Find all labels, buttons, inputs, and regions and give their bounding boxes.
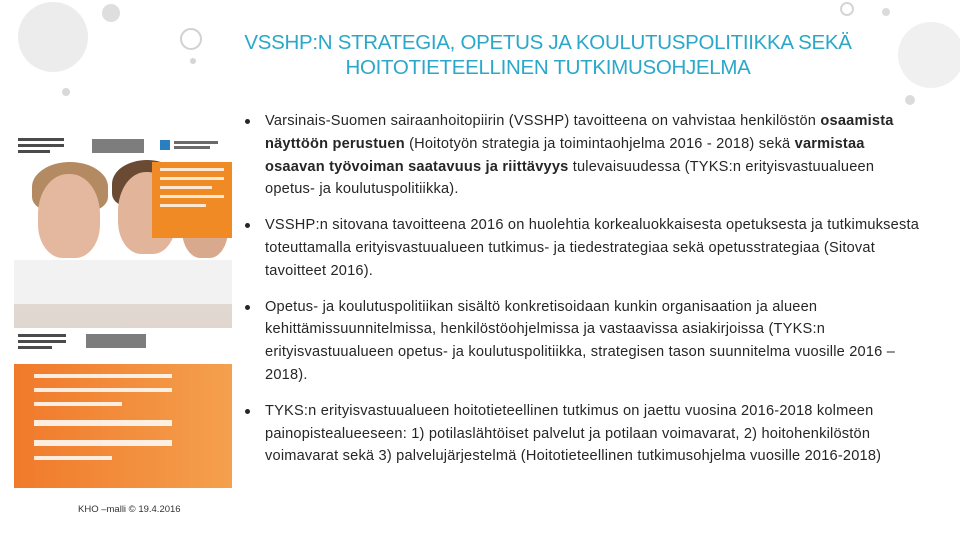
vsshp-logo xyxy=(18,138,64,158)
decor-circle xyxy=(180,28,202,50)
vsshp-logo xyxy=(18,334,66,352)
slide-title xyxy=(208,30,888,80)
bullet-text: VSSHP:n sitovana tavoitteena 2016 on huolehtia korkealuokkaisesta opetuksesta ja tutkimuksesta toteuttamalla erityisvastuualueen tutkimus- ja tiedestrategiaa sekä opetusstrategiaa (Sitovat tavoitteet 2016). xyxy=(265,217,920,279)
document-covers-image xyxy=(14,132,232,520)
decor-circle xyxy=(102,4,120,22)
bullet-text: tulevaisuudessa (TYKS:n erityisvastuualueen opetus- ja koulutuspolitiikka). xyxy=(265,158,875,198)
bullet-item xyxy=(245,110,925,201)
cover-orange-panel xyxy=(14,364,232,488)
decor-circle xyxy=(840,2,854,16)
bullet-text: (Hoitotyön strategia ja toimintaohjelma 2016 - 2018) sekä xyxy=(404,135,795,152)
vaasa-logo xyxy=(160,138,220,152)
bullet-dot xyxy=(245,409,250,414)
bullet-dot xyxy=(245,223,250,228)
bullet-text: TYKS:n erityisvastuualueen hoitotieteellinen tutkimus on jaettu vuosina 2016-2018 kolmeen painopistealueeseen: 1) potilaslähtöiset palvelut ja potilaan voimavarat, 2) hoitohenkilöstön voimavarat sekä 3) palvelujärjestelmä (Hoitotieteellinen tutkimusohjelma vuosille 2016-2018) xyxy=(265,402,882,465)
cover-orange-label xyxy=(152,162,232,238)
satakunta-logo xyxy=(92,139,144,153)
decor-circle xyxy=(62,88,70,96)
person-face xyxy=(38,174,100,258)
bullet-bold-text: osaamista näyttöön perustuen xyxy=(265,113,894,152)
bullet-text: Varsinais-Suomen sairaanhoitopiirin (VSSHP) tavoitteena on vahvistaa henkilöstön xyxy=(265,113,817,129)
bullet-text: Opetus- ja koulutuspolitiikan sisältö konkretisoidaan kunkin organisaation ja alueen kehittämissuunnitelmissa, henkilöstöohjelmissa ja vastaavissa asiakirjoissa (TYKS:n erityisvastuualueen opetus- ja koulutuspolitiikka, strategisen tason suunnitelma vuosille 2016 – 2018). xyxy=(265,298,896,383)
research-program-cover xyxy=(14,328,232,520)
decor-circle xyxy=(190,58,196,64)
slide-title-line-1: VSSHP:N STRATEGIA, OPETUS JA KOULUTUSPOLITIIKKA SEKÄ xyxy=(244,31,852,54)
white-coats xyxy=(14,260,232,304)
slide-footer: KHO –malli © 19.4.2016 xyxy=(78,504,181,515)
decor-circle xyxy=(898,22,960,88)
decor-circle xyxy=(882,8,890,16)
bullet-item xyxy=(245,214,925,282)
strategy-document-cover xyxy=(14,132,232,304)
bullet-bold-text: varmistaa osaavan työvoiman saatavuus ja riittävyys xyxy=(265,135,865,175)
decor-circle xyxy=(18,2,88,72)
satakunta-logo xyxy=(86,334,146,348)
bullet-item xyxy=(245,296,925,387)
decor-circle xyxy=(905,95,915,105)
bullet-dot xyxy=(245,119,250,124)
bullet-dot xyxy=(245,305,250,310)
bullet-item xyxy=(245,400,925,468)
bullet-list xyxy=(245,110,925,481)
slide-title-line-2: HOITOTIETEELLINEN TUTKIMUSOHJELMA xyxy=(345,56,751,79)
